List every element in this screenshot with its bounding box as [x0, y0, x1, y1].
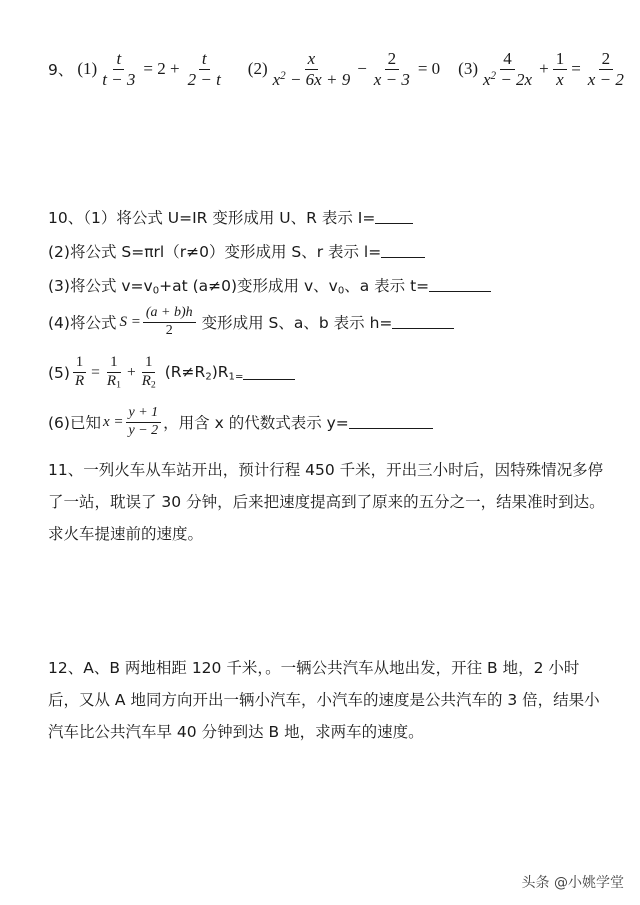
question-10-part-2: (2)将公式 S=πrl（r≠0）变形成用 S、r 表示 l=	[48, 240, 425, 262]
equation-9-2-tag: (2)	[247, 59, 268, 79]
fraction: $\frac{x}{x^2 - 6x + 9}$	[272, 49, 351, 89]
question-10-part-5: (5) $\frac{1}{R}$ = $\frac{1}{R_1}$ + $\frac{1}{R_2}$ $(R\ne R_2)R_{1=}$	[48, 355, 295, 390]
fraction: $\frac{(a + b)h}{2}$	[143, 306, 196, 338]
equation-9-3: (3) $\frac{4}{x^2 - 2x}$ + $\frac{1}{x}$ = $\frac{2}{x - 2}$	[458, 50, 629, 89]
fraction: $\frac{t}{2 - t}$	[187, 49, 221, 89]
equation-9-2: (2) $\frac{x}{x^2 - 6x + 9}$ − $\frac{2}{x - 3}$ = 0	[247, 49, 441, 89]
equation-9-1: (1) $\frac{t}{t - 3}$ = 2 + $\frac{t}{2 - t}$	[77, 50, 225, 89]
answer-blank[interactable]	[429, 278, 491, 292]
question-12: 12、A、B 两地相距 120 千米，。一辆公共汽车从地出发，开往 B 地，2 小时后，又从 A 地同方向开出一辆小汽车，小汽车的速度是公共汽车的 3 倍，结果小汽车比公共汽车早 40 分钟到达 B 地，求两车的速度。	[48, 659, 600, 741]
fraction: $\frac{1}{R}$	[72, 355, 87, 390]
answer-blank[interactable]	[243, 366, 295, 380]
answer-blank[interactable]	[381, 244, 425, 258]
equation-9-1-tag: (1)	[77, 59, 98, 79]
question-10-part-1: 10、（1）将公式 U=IR 变形成用 U、R 表示 I=	[48, 206, 413, 228]
fraction: $\frac{1}{R_1}$	[106, 354, 121, 391]
fraction: $\frac{t}{t - 3}$	[102, 49, 136, 89]
question-10-part-6: (6)已知 x = $\frac{y + 1}{y - 2}$ ，用含 x 的代数式表示 y=	[48, 406, 433, 438]
fraction: $\frac{2}{x - 2}$	[587, 49, 624, 89]
question-9-label: 9、	[48, 61, 74, 80]
answer-blank[interactable]	[349, 415, 433, 429]
fraction: $\frac{4}{x^2 - 2x}$	[483, 49, 533, 89]
question-9	[48, 50, 629, 89]
question-10-part-4: (4)将公式 S = $\frac{(a + b)h}{2}$ 变形成用 S、a、b 表示 h=	[48, 306, 454, 338]
fraction: $\frac{1}{R_2}$	[141, 354, 156, 391]
watermark: 头条 @小姚学堂	[521, 875, 624, 891]
question-10-part-3: (3)将公式 $v=v_0+at$ (a≠0)变形成用 v、$v_0$、a 表示 t=	[48, 274, 491, 297]
fraction: $\frac{1}{x}$	[553, 50, 568, 89]
fraction: $\frac{2}{x - 3}$	[373, 49, 410, 89]
fraction: $\frac{y + 1}{y - 2}$	[126, 406, 162, 438]
answer-blank[interactable]	[375, 210, 413, 224]
answer-blank[interactable]	[392, 315, 454, 329]
question-11: 11、一列火车从车站开出，预计行程 450 千米，开出三小时后，因特殊情况多停了一站，耽误了 30 分钟，后来把速度提高到了原来的五分之一，结果准时到达。求火车提速前的速度。	[48, 461, 605, 543]
equation-9-3-tag: (3)	[458, 59, 478, 79]
